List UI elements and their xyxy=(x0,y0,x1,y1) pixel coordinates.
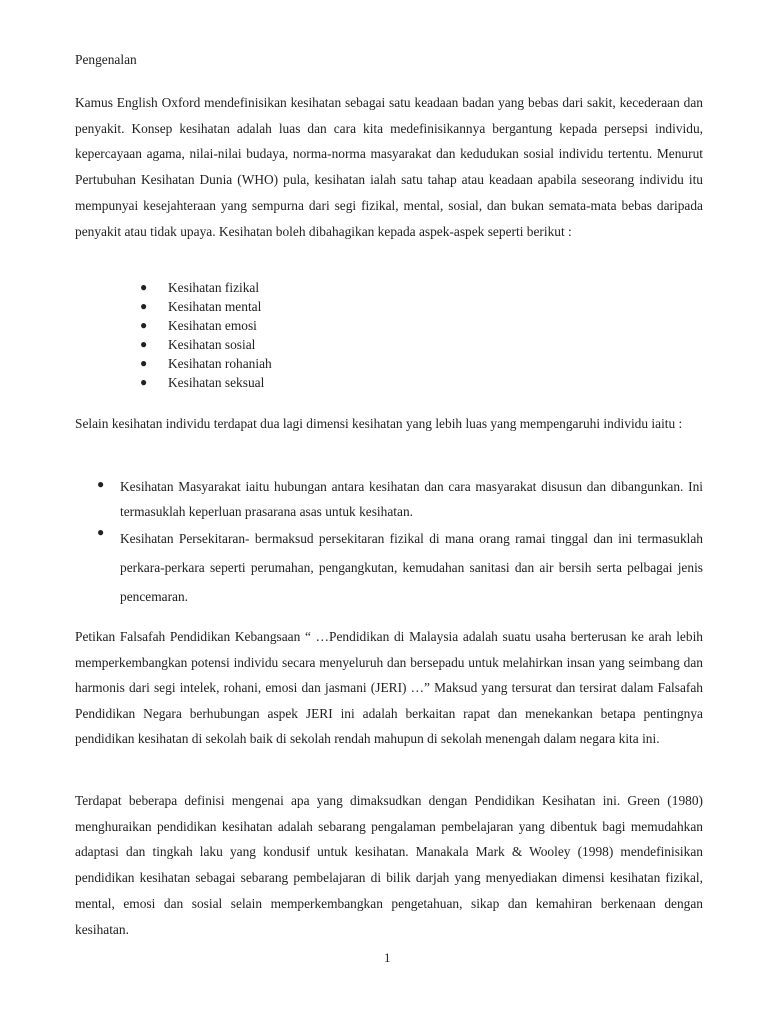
bullet-icon: ● xyxy=(140,318,148,333)
list-item: ● Kesihatan Persekitaran- bermaksud persekitaran fizikal di mana orang ramai tinggal dan ini termasuklah perkara-perkara seperti perumahan, pengangkutan, kemudahan sanitasi dan air bersih serta pelbagai jenis pencemaran. xyxy=(97,525,703,604)
paragraph-falsafah: Petikan Falsafah Pendidikan Kebangsaan “ …Pendidikan di Malaysia adalah suatu usaha berterusan ke arah lebih memperkembangkan potensi individu secara menyeluruh dan bersepadu untuk melahirkan insan yang seimbang dan harmonis dari segi intelek, rohani, emosi dan jasmani (JERI) …” Maksud yang tersurat dan tersirat dalam Falsafah Pendidikan Negara berhubungan aspek JERI ini adalah berkaitan rapat dan menekankan betapa pentingnya pendidikan kesihatan di sekolah baik di sekolah rendah mahupun di sekolah menengah dalam negara kita ini. xyxy=(75,629,703,746)
bullet-icon: ● xyxy=(140,280,148,294)
bullet-icon: ● xyxy=(140,356,148,371)
paragraph-definitions: Terdapat beberapa definisi mengenai apa yang dimaksudkan dengan Pendidikan Kesihatan ini. Green (1980) menghuraikan pendidikan kesihatan adalah sebarang pengalaman pembelajaran yang dibentuk bagi memudahkan adaptasi dan tingkah laku yang kondusif untuk kesihatan. Manakala Mark & Wooley (1998) mendefinisikan pendidikan kesihatan sebagai sebarang pembelajaran di bilik darjah yang menyediakan dimensi kesihatan fizikal, mental, emosi dan sosial selain memperkembangkan pengetahuan, sikap dan kemahiran berkenaan dengan kesihatan. xyxy=(75,793,703,937)
bullet-icon: ● xyxy=(140,337,148,352)
paragraph-definition: Kamus English Oxford mendefinisikan kesihatan sebagai satu keadaan badan yang bebas dari sakit, kecederaan dan penyakit. Konsep kesihatan adalah luas dan cara kita medefinisikannya bergantung kepada persepsi individu, kepercayaan agama, nilai-nilai budaya, norma-norma masyarakat dan kedudukan sosial individu tertentu. Menurut Pertubuhan Kesihatan Dunia (WHO) pula, kesihatan ialah satu tahap atau keadaan apabila seseorang individu itu mempunyai kesejahteraan yang sempurna dari segi fizikal, mental, sosial, dan bukan semata-mata bebas daripada penyakit atau tidak upaya. Kesihatan boleh dibahagikan kepada aspek-aspek seperti berikut : xyxy=(75,95,703,239)
bullet-icon: ● xyxy=(140,375,148,390)
paragraph-dimensions-intro: Selain kesihatan individu terdapat dua lagi dimensi kesihatan yang lebih luas yang mempengaruhi individu iaitu : xyxy=(75,416,683,431)
section-heading: Pengenalan xyxy=(75,52,137,67)
bullet-icon: ● xyxy=(140,299,148,314)
bullet-icon: ● xyxy=(97,477,105,491)
bullet-icon: ● xyxy=(97,525,105,539)
document-page: Pengenalan Kamus English Oxford mendefinisikan kesihatan sebagai satu keadaan badan yang bebas dari sakit, kecederaan dan penyakit. Konsep kesihatan adalah luas dan cara kita medefinisikannya bergantung kepada persepsi individu, kepercayaan agama, nilai-nilai budaya, norma-norma masyarakat dan kedudukan sosial individu tertentu. Menurut Pertubuhan Kesihatan Dunia (WHO) pula, kesihatan ialah satu tahap atau keadaan apabila seseorang individu itu mempunyai kesejahteraan yang sempurna dari segi fizikal, mental, sosial, dan bukan semata-mata bebas daripada penyakit atau tidak upaya. Kesihatan boleh dibahagikan kepada aspek-aspek seperti berikut : ● Kesihatan fizikal ● Kesihatan mental ● Kesihatan emosi ● Kesihatan sosial ● Kesihatan rohaniah ● Kesihatan seksual Selain kesihatan individu terdapat dua lagi dimensi kesihatan yang lebih luas yang mempengaruhi individu iaitu : ● Kesihatan Masyarakat iaitu hubungan antara kesihatan dan cara masyarakat disusun dan dibangunkan. Ini termasuklah keperluan prasarana asas untuk kesihatan. ● Kesihatan Persekitaran- bermaksud persekitaran fizikal di mana orang ramai tinggal dan ini termasuklah perkara-perkara seperti perumahan, pengangkutan, kemudahan sanitasi dan air bersih serta pelbagai jenis pencemaran. Petikan Falsafah Pendidikan Kebangsaan “ …Pendidikan di Malaysia adalah suatu usaha berterusan ke arah lebih memperkembangkan potensi individu secara menyeluruh dan bersepadu untuk melahirkan insan yang seimbang dan harmonis dari segi intelek, rohani, emosi dan jasmani (JERI) …” Maksud yang tersurat dan tersirat dalam Falsafah Pendidikan Negara berhubungan aspek JERI ini adalah berkaitan rapat dan menekankan betapa pentingnya pendidikan kesihatan di sekolah baik di sekolah rendah mahupun di sekolah menengah dalam negara kita ini. Terdapat beberapa definisi mengenai apa yang dimaksudkan dengan Pendidikan Kesihatan ini. Green (1980) menghuraikan pendidikan kesihatan adalah sebarang pengalaman pembelajaran yang dibentuk bagi memudahkan adaptasi dan tingkah laku yang kondusif untuk kesihatan. Manakala Mark & Wooley (1998) mendefinisikan pendidikan kesihatan sebagai sebarang pembelajaran di bilik darjah yang menyediakan dimensi kesihatan fizikal, mental, emosi dan sosial selain memperkembangkan pengetahuan, sikap dan kemahiran berkenaan dengan kesihatan. 1 xyxy=(75,52,703,965)
dimensions-list xyxy=(97,474,703,611)
page-number: 1 xyxy=(384,950,391,965)
list-item: ● Kesihatan Masyarakat iaitu hubungan antara kesihatan dan cara masyarakat disusun dan dibangunkan. Ini termasuklah keperluan prasarana asas untuk kesihatan. xyxy=(97,477,703,519)
